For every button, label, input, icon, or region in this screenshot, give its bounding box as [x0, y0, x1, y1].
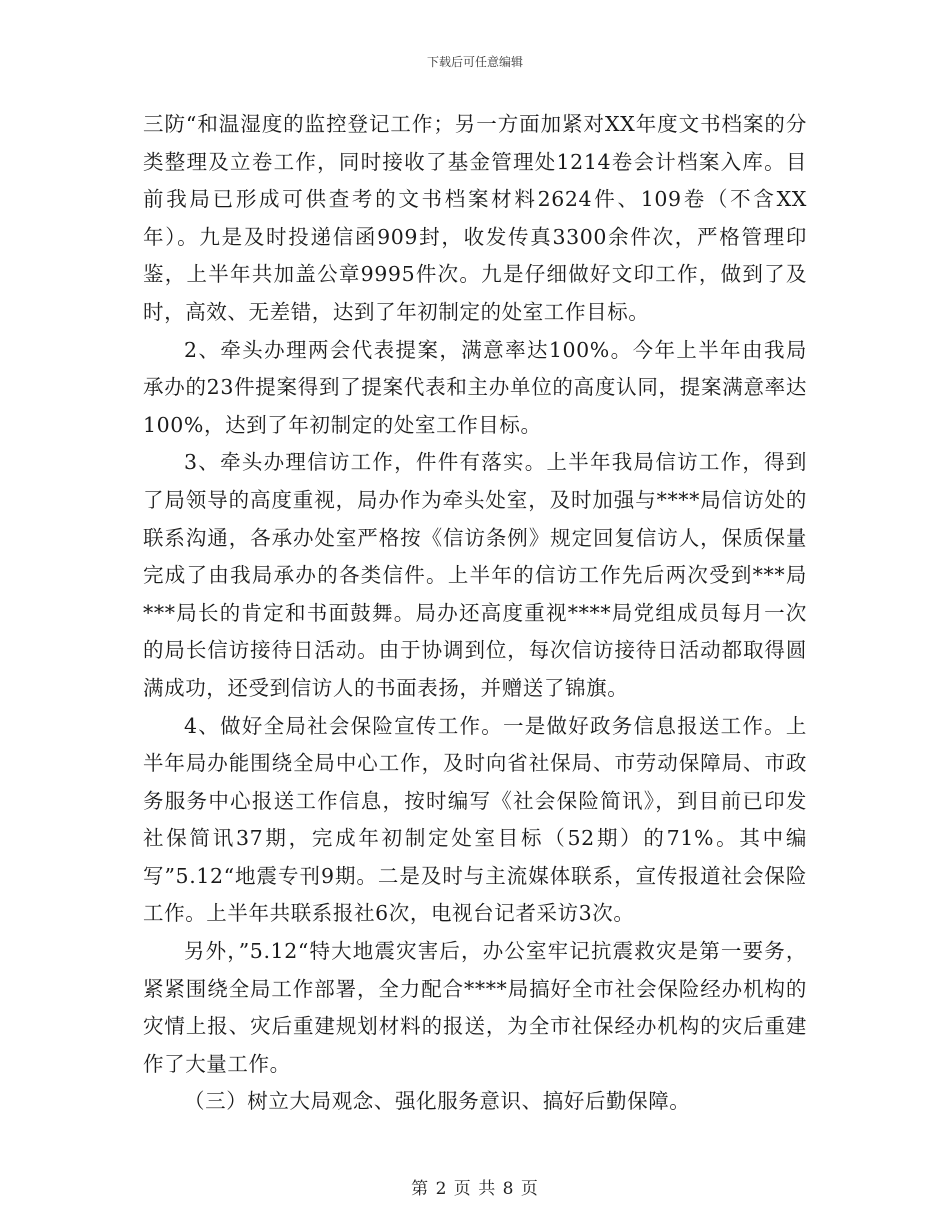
paragraph-petitions: 3、牵头办理信访工作，件件有落实。上半年我局信访工作，得到了局领导的高度重视，局办作为牵头处室，及时加强与****局信访处的联系沟通，各承办处室严格按《信访条例》规定回复信访人，保质保量完成了由我局承办的各类信件。上半年的信访工作先后两次受到***局***局长的肯定和书面鼓舞。局办还高度重视****局党组成员每月一次的局长信访接待日活动。由于协调到位，每次信访接待日活动都取得圆满成功，还受到信访人的书面表扬，并赠送了锦旗。	[143, 450, 807, 700]
page-number: 第 2 页 共 8 页	[411, 1179, 539, 1199]
paragraph-proposals: 2、牵头办理两会代表提案，满意率达100%。今年上半年由我局承办的23件提案得到了提案代表和主办单位的高度认同，提案满意率达100%，达到了年初制定的处室工作目标。	[143, 337, 807, 437]
paragraph-publicity: 4、做好全局社会保险宣传工作。一是做好政务信息报送工作。上半年局办能围绕全局中心工作，及时向省社保局、市劳动保障局、市政务服务中心报送工作信息，按时编写《社会保险简讯》，到目前已印发社保简讯37期，完成年初制定处室目标（52期）的71%。其中编写”5.12“地震专刊9期。二是及时与主流媒体联系，宣传报道社会保险工作。上半年共联系报社6次，电视台记者采访3次。	[143, 713, 807, 926]
paragraph-earthquake: 另外，”5.12“特大地震灾害后，办公室牢记抗震救灾是第一要务，紧紧围绕全局工作部署，全力配合****局搞好全市社会保险经办机构的灾情上报、灾后重建规划材料的报送，为全市社保经办机构的灾后重建作了大量工作。	[143, 939, 807, 1076]
paragraph-continuation: 三防“和温湿度的监控登记工作；另一方面加紧对XX年度文书档案的分类整理及立卷工作，同时接收了基金管理处1214卷会计档案入库。目前我局已形成可供查考的文书档案材料2624件、109卷（不含XX年）。九是及时投递信函909封，收发传真3300余件次，严格管理印鉴，上半年共加盖公章9995件次。九是仔细做好文印工作，做到了及时，高效、无差错，达到了年初制定的处室工作目标。	[143, 112, 807, 324]
section-heading-logistics: （三）树立大局观念、强化服务意识、搞好后勤保障。	[184, 1089, 691, 1114]
page-header-note: 下载后可任意编辑	[426, 55, 523, 69]
document-body	[143, 106, 807, 1121]
